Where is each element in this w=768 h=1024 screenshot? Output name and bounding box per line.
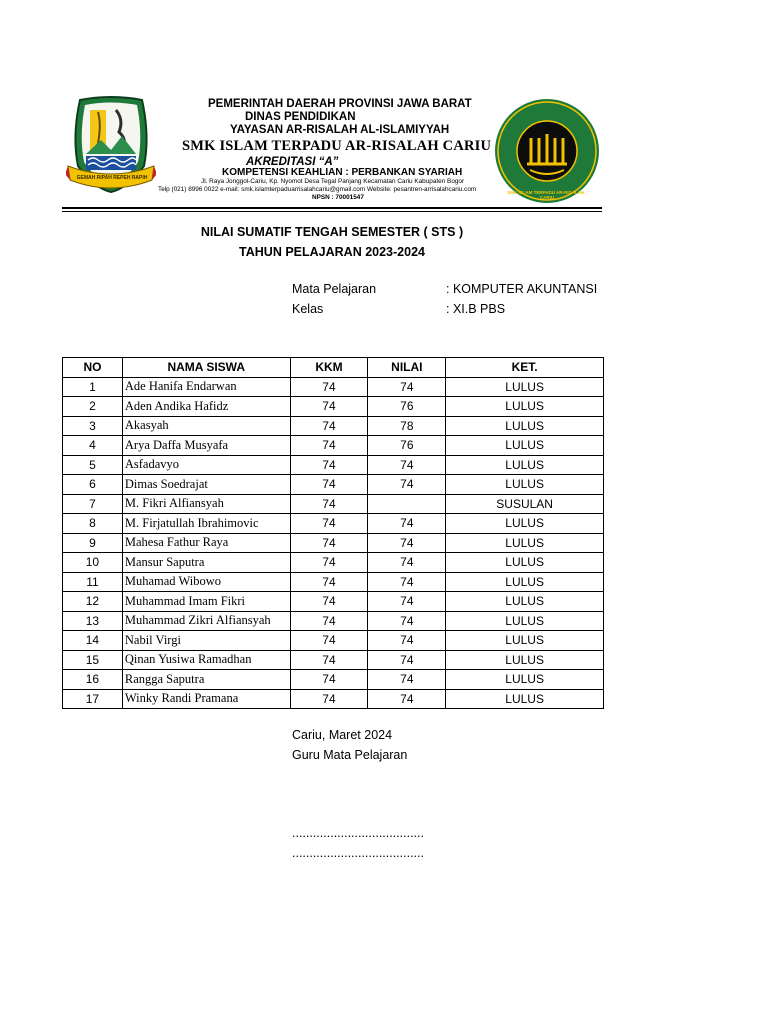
subject-label: Mata Pelajaran bbox=[292, 282, 377, 296]
row-number: 2 bbox=[63, 397, 123, 417]
letterhead-competency: KOMPETENSI KEAHLIAN : PERBANKAN SYARIAH bbox=[222, 167, 463, 178]
row-number: 13 bbox=[63, 611, 123, 631]
kkm-value: 74 bbox=[290, 436, 368, 456]
kkm-value: 74 bbox=[290, 670, 368, 690]
remarks-value: LULUS bbox=[446, 377, 604, 397]
kkm-value: 74 bbox=[290, 416, 368, 436]
kkm-value: 74 bbox=[290, 377, 368, 397]
letterhead-npsn: NPSN : 70001547 bbox=[312, 194, 364, 201]
table-row bbox=[63, 572, 604, 592]
table-row bbox=[63, 436, 604, 456]
letterhead-contact: Telp (021) 8996 0022 e-mail: smk.islamterpaduarrisalahcariu@gmail.com Website: pesantren-arrisalahcariu.com bbox=[158, 186, 477, 193]
letterhead-rule-thin bbox=[62, 211, 602, 212]
row-number: 5 bbox=[63, 455, 123, 475]
remarks-value: LULUS bbox=[446, 611, 604, 631]
header-no: NO bbox=[63, 358, 123, 378]
letterhead-accreditation: AKREDITASI “A” bbox=[246, 156, 339, 168]
place-date: Cariu, Maret 2024 bbox=[292, 728, 393, 742]
row-number: 7 bbox=[63, 494, 123, 514]
table-row bbox=[63, 455, 604, 475]
kkm-value: 74 bbox=[290, 514, 368, 534]
score-value: 74 bbox=[368, 650, 446, 670]
signature-line: ...................................... bbox=[292, 826, 424, 840]
left-logo-motto: GEMAH RIPAH REPEH RAPIH bbox=[76, 175, 148, 181]
west-java-emblem-logo bbox=[66, 96, 156, 206]
row-number: 14 bbox=[63, 631, 123, 651]
remarks-value: LULUS bbox=[446, 670, 604, 690]
row-number: 4 bbox=[63, 436, 123, 456]
class-value: : XI.B PBS bbox=[446, 302, 506, 316]
remarks-value: SUSULAN bbox=[446, 494, 604, 514]
kkm-value: 74 bbox=[290, 553, 368, 573]
student-name: Rangga Saputra bbox=[122, 670, 290, 690]
table-row bbox=[63, 533, 604, 553]
letterhead-foundation: YAYASAN AR-RISALAH AL-ISLAMIYYAH bbox=[230, 124, 450, 136]
score-value: 74 bbox=[368, 377, 446, 397]
header-student-name: NAMA SISWA bbox=[122, 358, 290, 378]
score-value: 74 bbox=[368, 553, 446, 573]
table-row bbox=[63, 416, 604, 436]
kkm-value: 74 bbox=[290, 689, 368, 709]
score-value: 74 bbox=[368, 611, 446, 631]
remarks-value: LULUS bbox=[446, 689, 604, 709]
kkm-value: 74 bbox=[290, 592, 368, 612]
row-number: 16 bbox=[63, 670, 123, 690]
student-name: Mansur Saputra bbox=[122, 553, 290, 573]
kkm-value: 74 bbox=[290, 572, 368, 592]
remarks-value: LULUS bbox=[446, 572, 604, 592]
student-name: Mahesa Fathur Raya bbox=[122, 533, 290, 553]
row-number: 9 bbox=[63, 533, 123, 553]
letterhead-school-name: SMK ISLAM TERPADU AR-RISALAH CARIU bbox=[182, 138, 492, 154]
table-row bbox=[63, 592, 604, 612]
student-name: M. Firjatullah Ibrahimovic bbox=[122, 514, 290, 534]
table-row bbox=[63, 475, 604, 495]
row-number: 15 bbox=[63, 650, 123, 670]
kkm-value: 74 bbox=[290, 494, 368, 514]
student-name: Ade Hanifa Endarwan bbox=[122, 377, 290, 397]
student-name: Nabil Virgi bbox=[122, 631, 290, 651]
remarks-value: LULUS bbox=[446, 436, 604, 456]
letterhead-government: PEMERINTAH DAERAH PROVINSI JAWA BARAT bbox=[208, 98, 472, 110]
class-label: Kelas bbox=[292, 302, 324, 316]
score-value: 74 bbox=[368, 631, 446, 651]
student-name: Akasyah bbox=[122, 416, 290, 436]
student-name: Muhamad Wibowo bbox=[122, 572, 290, 592]
row-number: 1 bbox=[63, 377, 123, 397]
score-value: 74 bbox=[368, 455, 446, 475]
score-value: 74 bbox=[368, 689, 446, 709]
header-score: NILAI bbox=[368, 358, 446, 378]
kkm-value: 74 bbox=[290, 611, 368, 631]
letterhead-address: Jl. Raya Jonggol-Cariu, Kp. Nyomot Desa Tegal Panjang Kecamatan Cariu Kabupaten Bogor bbox=[201, 178, 465, 185]
west-java-emblem-icon bbox=[66, 96, 156, 206]
remarks-value: LULUS bbox=[446, 455, 604, 475]
kkm-value: 74 bbox=[290, 631, 368, 651]
table-row bbox=[63, 494, 604, 514]
kkm-value: 74 bbox=[290, 650, 368, 670]
student-name: Asfadavyo bbox=[122, 455, 290, 475]
table-row bbox=[63, 397, 604, 417]
score-value: 74 bbox=[368, 533, 446, 553]
table-row bbox=[63, 553, 604, 573]
table-header-row bbox=[63, 358, 604, 378]
table-row bbox=[63, 611, 604, 631]
table-row bbox=[63, 514, 604, 534]
remarks-value: LULUS bbox=[446, 631, 604, 651]
kkm-value: 74 bbox=[290, 455, 368, 475]
student-name: Winky Randi Pramana bbox=[122, 689, 290, 709]
row-number: 11 bbox=[63, 572, 123, 592]
score-value: 74 bbox=[368, 670, 446, 690]
subject-value: : KOMPUTER AKUNTANSI bbox=[446, 282, 598, 296]
header-remarks: KET. bbox=[446, 358, 604, 378]
student-name: Aden Andika Hafidz bbox=[122, 397, 290, 417]
kkm-value: 74 bbox=[290, 397, 368, 417]
header-kkm: KKM bbox=[290, 358, 368, 378]
letterhead-rule-thick bbox=[62, 207, 602, 209]
row-number: 12 bbox=[63, 592, 123, 612]
academic-year: TAHUN PELAJARAN 2023-2024 bbox=[239, 245, 425, 259]
remarks-value: LULUS bbox=[446, 553, 604, 573]
remarks-value: LULUS bbox=[446, 592, 604, 612]
student-name: Arya Daffa Musyafa bbox=[122, 436, 290, 456]
student-name: Muhammad Imam Fikri bbox=[122, 592, 290, 612]
letterhead-department: DINAS PENDIDIKAN bbox=[245, 111, 356, 123]
signature-name-line: ...................................... bbox=[292, 846, 424, 860]
document-title: NILAI SUMATIF TENGAH SEMESTER ( STS ) bbox=[200, 225, 464, 239]
student-name: M. Fikri Alfiansyah bbox=[122, 494, 290, 514]
student-name: Muhammad Zikri Alfiansyah bbox=[122, 611, 290, 631]
score-value: 74 bbox=[368, 475, 446, 495]
row-number: 8 bbox=[63, 514, 123, 534]
student-name: Dimas Soedrajat bbox=[122, 475, 290, 495]
score-value: 74 bbox=[368, 514, 446, 534]
score-value: 76 bbox=[368, 397, 446, 417]
table-row bbox=[63, 631, 604, 651]
score-value bbox=[368, 494, 446, 514]
remarks-value: LULUS bbox=[446, 416, 604, 436]
score-value: 78 bbox=[368, 416, 446, 436]
row-number: 6 bbox=[63, 475, 123, 495]
kkm-value: 74 bbox=[290, 533, 368, 553]
table-row bbox=[63, 670, 604, 690]
score-value: 74 bbox=[368, 592, 446, 612]
remarks-value: LULUS bbox=[446, 533, 604, 553]
remarks-value: LULUS bbox=[446, 475, 604, 495]
kkm-value: 74 bbox=[290, 475, 368, 495]
row-number: 10 bbox=[63, 553, 123, 573]
table-row bbox=[63, 689, 604, 709]
remarks-value: LULUS bbox=[446, 397, 604, 417]
row-number: 3 bbox=[63, 416, 123, 436]
student-name: Qinan Yusiwa Ramadhan bbox=[122, 650, 290, 670]
table-row bbox=[63, 377, 604, 397]
table-row bbox=[63, 650, 604, 670]
remarks-value: LULUS bbox=[446, 650, 604, 670]
score-value: 74 bbox=[368, 572, 446, 592]
row-number: 17 bbox=[63, 689, 123, 709]
grades-table bbox=[62, 357, 604, 709]
score-value: 76 bbox=[368, 436, 446, 456]
remarks-value: LULUS bbox=[446, 514, 604, 534]
right-logo-caption: SMK ISLAM TERPADU AR-RISALAH · CARIU bbox=[507, 190, 587, 200]
teacher-role: Guru Mata Pelajaran bbox=[292, 748, 408, 762]
